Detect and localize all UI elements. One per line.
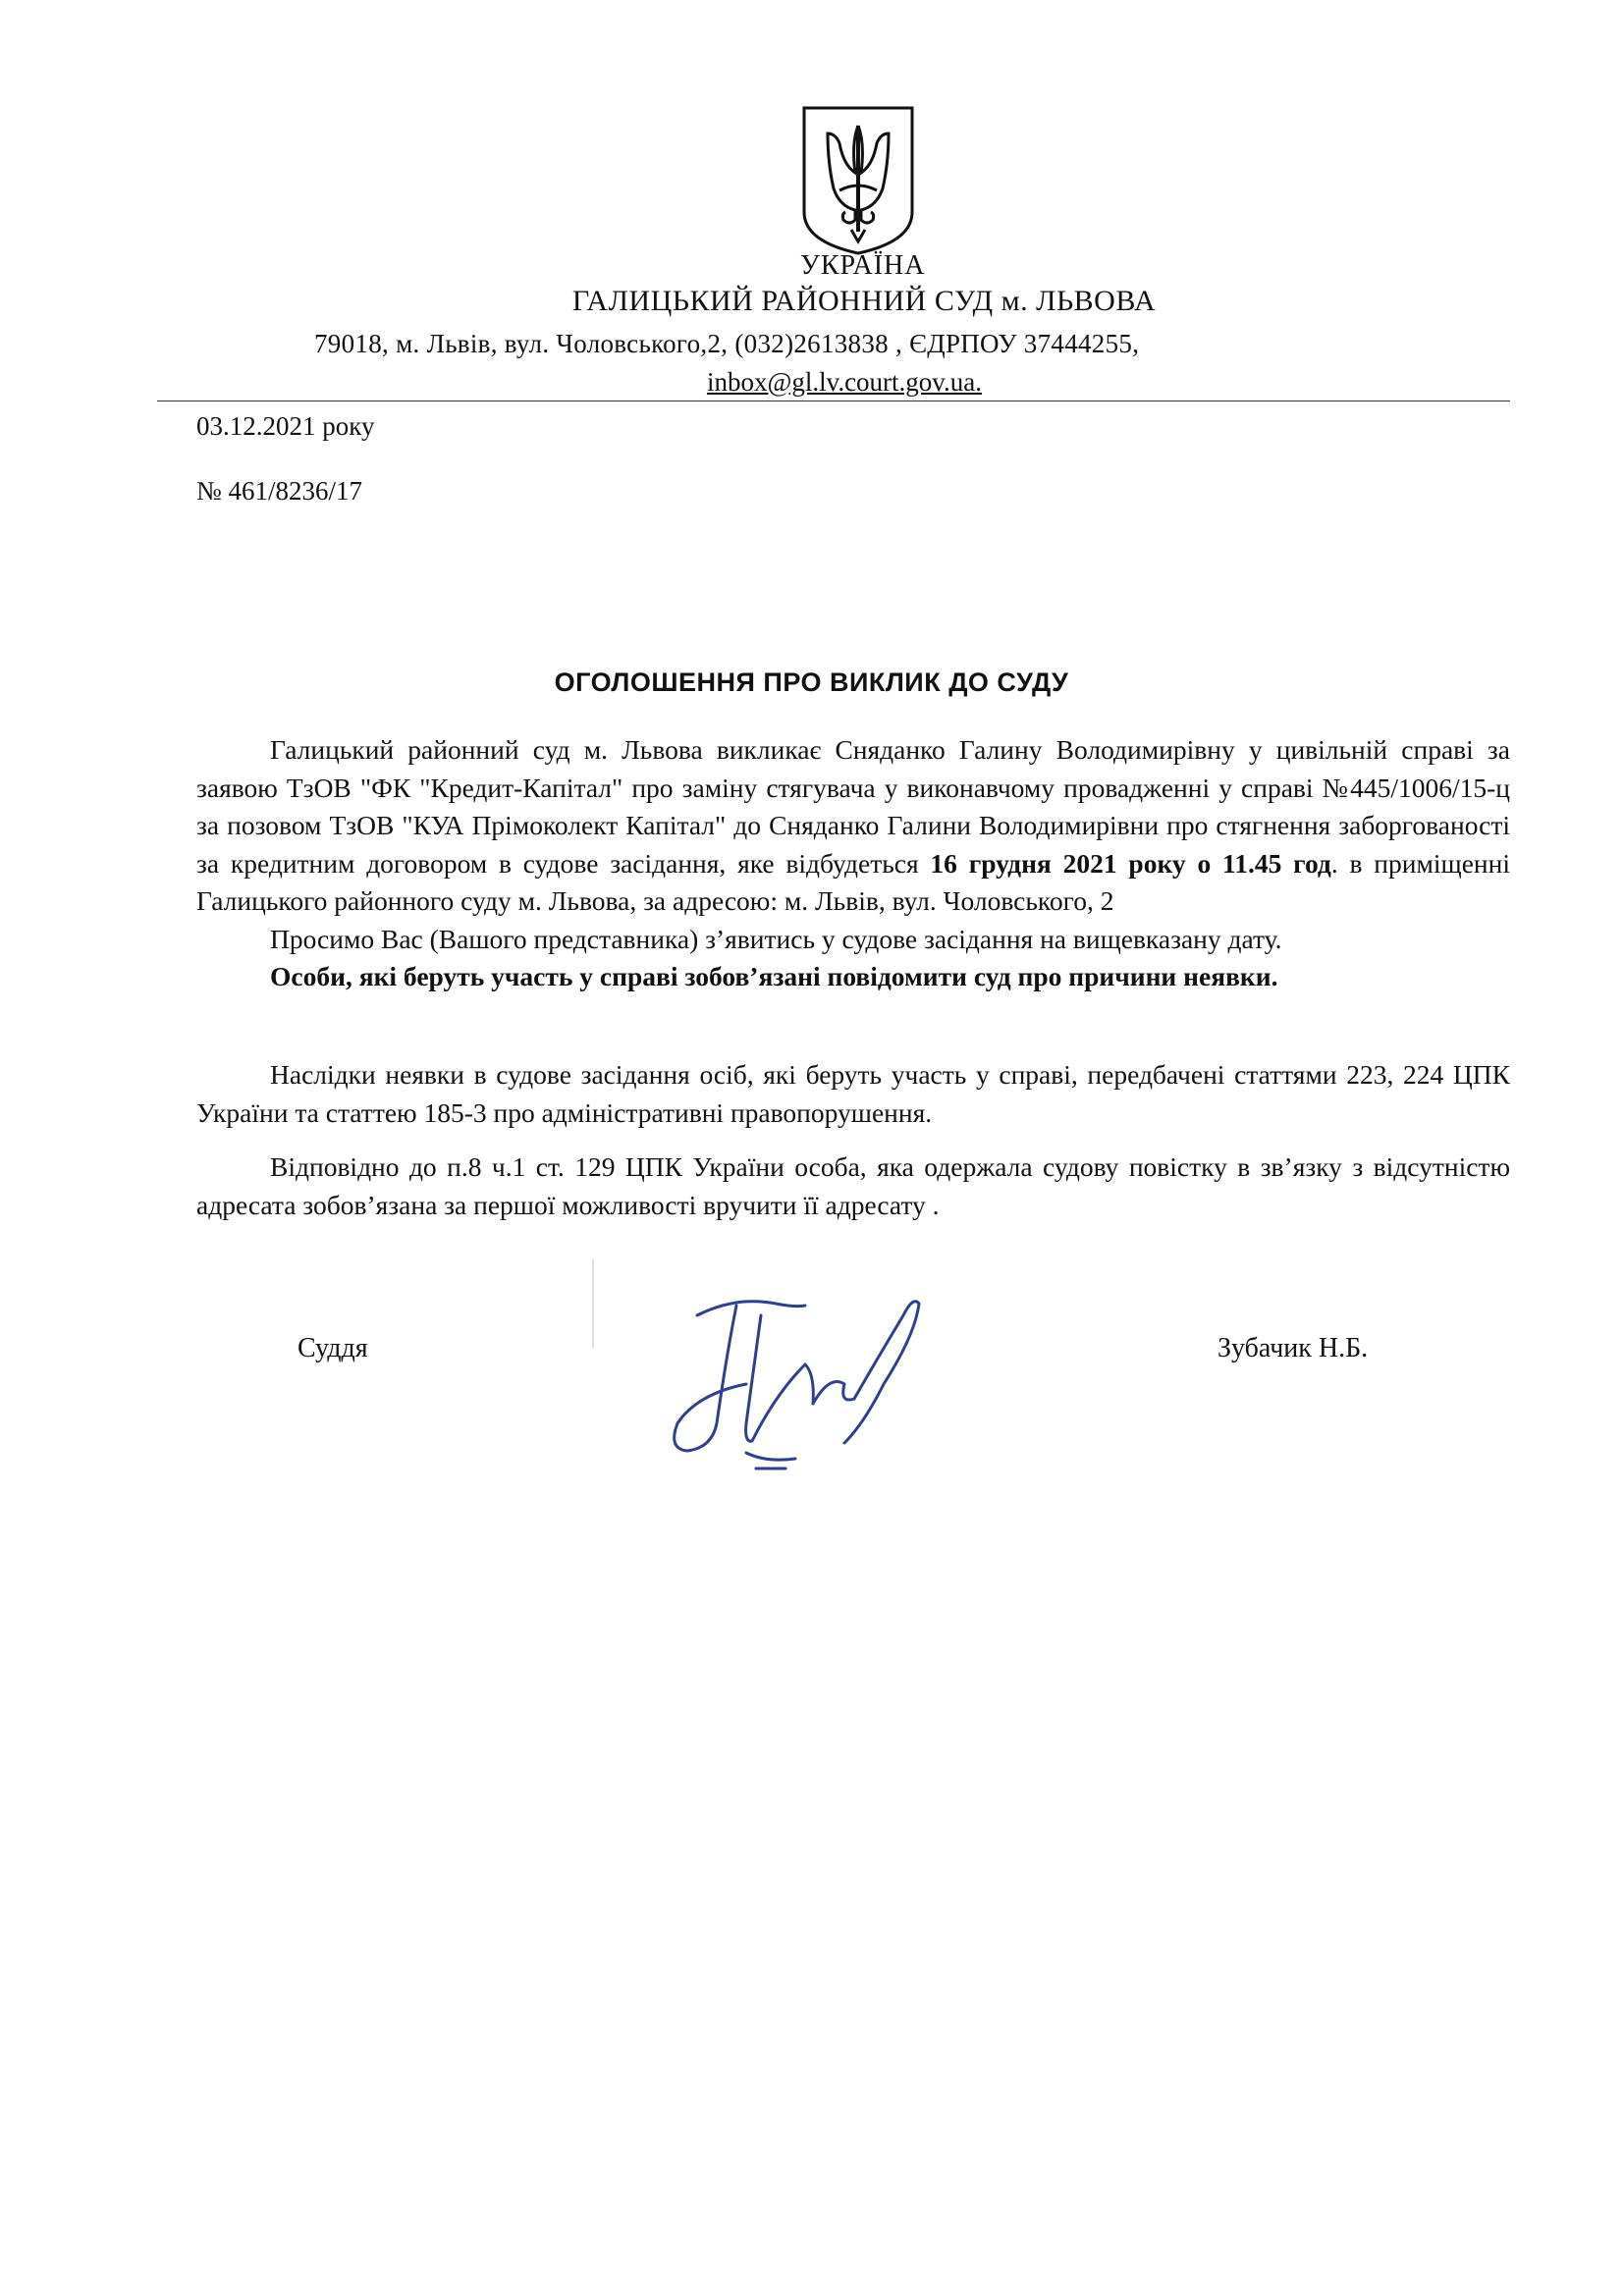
court-address: 79018, м. Львів, вул. Чоловського,2, (032)2613838 , ЄДРПОУ 37444255, (314, 329, 1140, 358)
trident-emblem-icon (800, 104, 916, 257)
court-heading: ГАЛИЦЬКИЙ РАЙОННИЙ СУД м. ЛЬВОВА (571, 285, 1157, 317)
scan-mark (592, 1259, 594, 1348)
consequences-text: Наслідки неявки в судове засідання осіб, які беруть участь у справі, передбачені статтями 223, 224 ЦПК України та статтею 185-3 про адміністративні правопорушення. (196, 1059, 1510, 1128)
judge-label: Суддя (298, 1333, 368, 1363)
handwritten-signature (658, 1276, 972, 1472)
summons-paragraph (196, 731, 1510, 996)
consequences-paragraph (196, 1056, 1510, 1132)
court-email-link[interactable]: inbox@gl.lv.court.gov.ua. (706, 367, 983, 397)
page-title: ОГОЛОШЕННЯ ПРО ВИКЛИК ДО СУДУ (554, 667, 1069, 697)
summons-text-b: . в приміщенні Галицького районного суду м. Львова, за адресою: м. Львів, вул. Чоловського, 2 (196, 847, 1510, 916)
document-date: 03.12.2021 року (196, 411, 375, 441)
header-divider (157, 400, 1510, 401)
delivery-paragraph (196, 1148, 1510, 1224)
hearing-datetime: 16 грудня 2021 року о 11.45 год (930, 847, 1331, 879)
appearance-request: Просимо Вас (Вашого представника) з’явитись у судове засідання на вищевказану дату. (270, 923, 1282, 954)
judge-name: Зубачик Н.Б. (1217, 1333, 1369, 1363)
delivery-text: Відповідно до п.8 ч.1 ст. 129 ЦПК України особа, яка одержала судову повістку в зв’язку з відсутністю адресата зобов’язана за першої можливості вручити її адресату . (196, 1151, 1510, 1220)
country-heading: УКРАЇНА (800, 250, 926, 281)
obligation-notice: Особи, які беруть участь у справі зобов’язані повідомити суд про причини неявки. (270, 961, 1278, 991)
summons-text-a: Галицький районний суд м. Львова викликає Сняданко Галину Володимирівну у цивільній справі за заявою ТзОВ "ФК "Кредит-Капітал" про заміну стягувача у виконавчому провадженні у справі №445/1006/15-ц за позовом ТзОВ "КУА Прімоколект Капітал" до Сняданко Галини Володимирівни про стягнення заборгованості за кредитним договором в судове засідання, яке відбудеться (196, 734, 1510, 879)
case-number: № 461/8236/17 (196, 476, 363, 506)
summons-text (196, 731, 1510, 921)
